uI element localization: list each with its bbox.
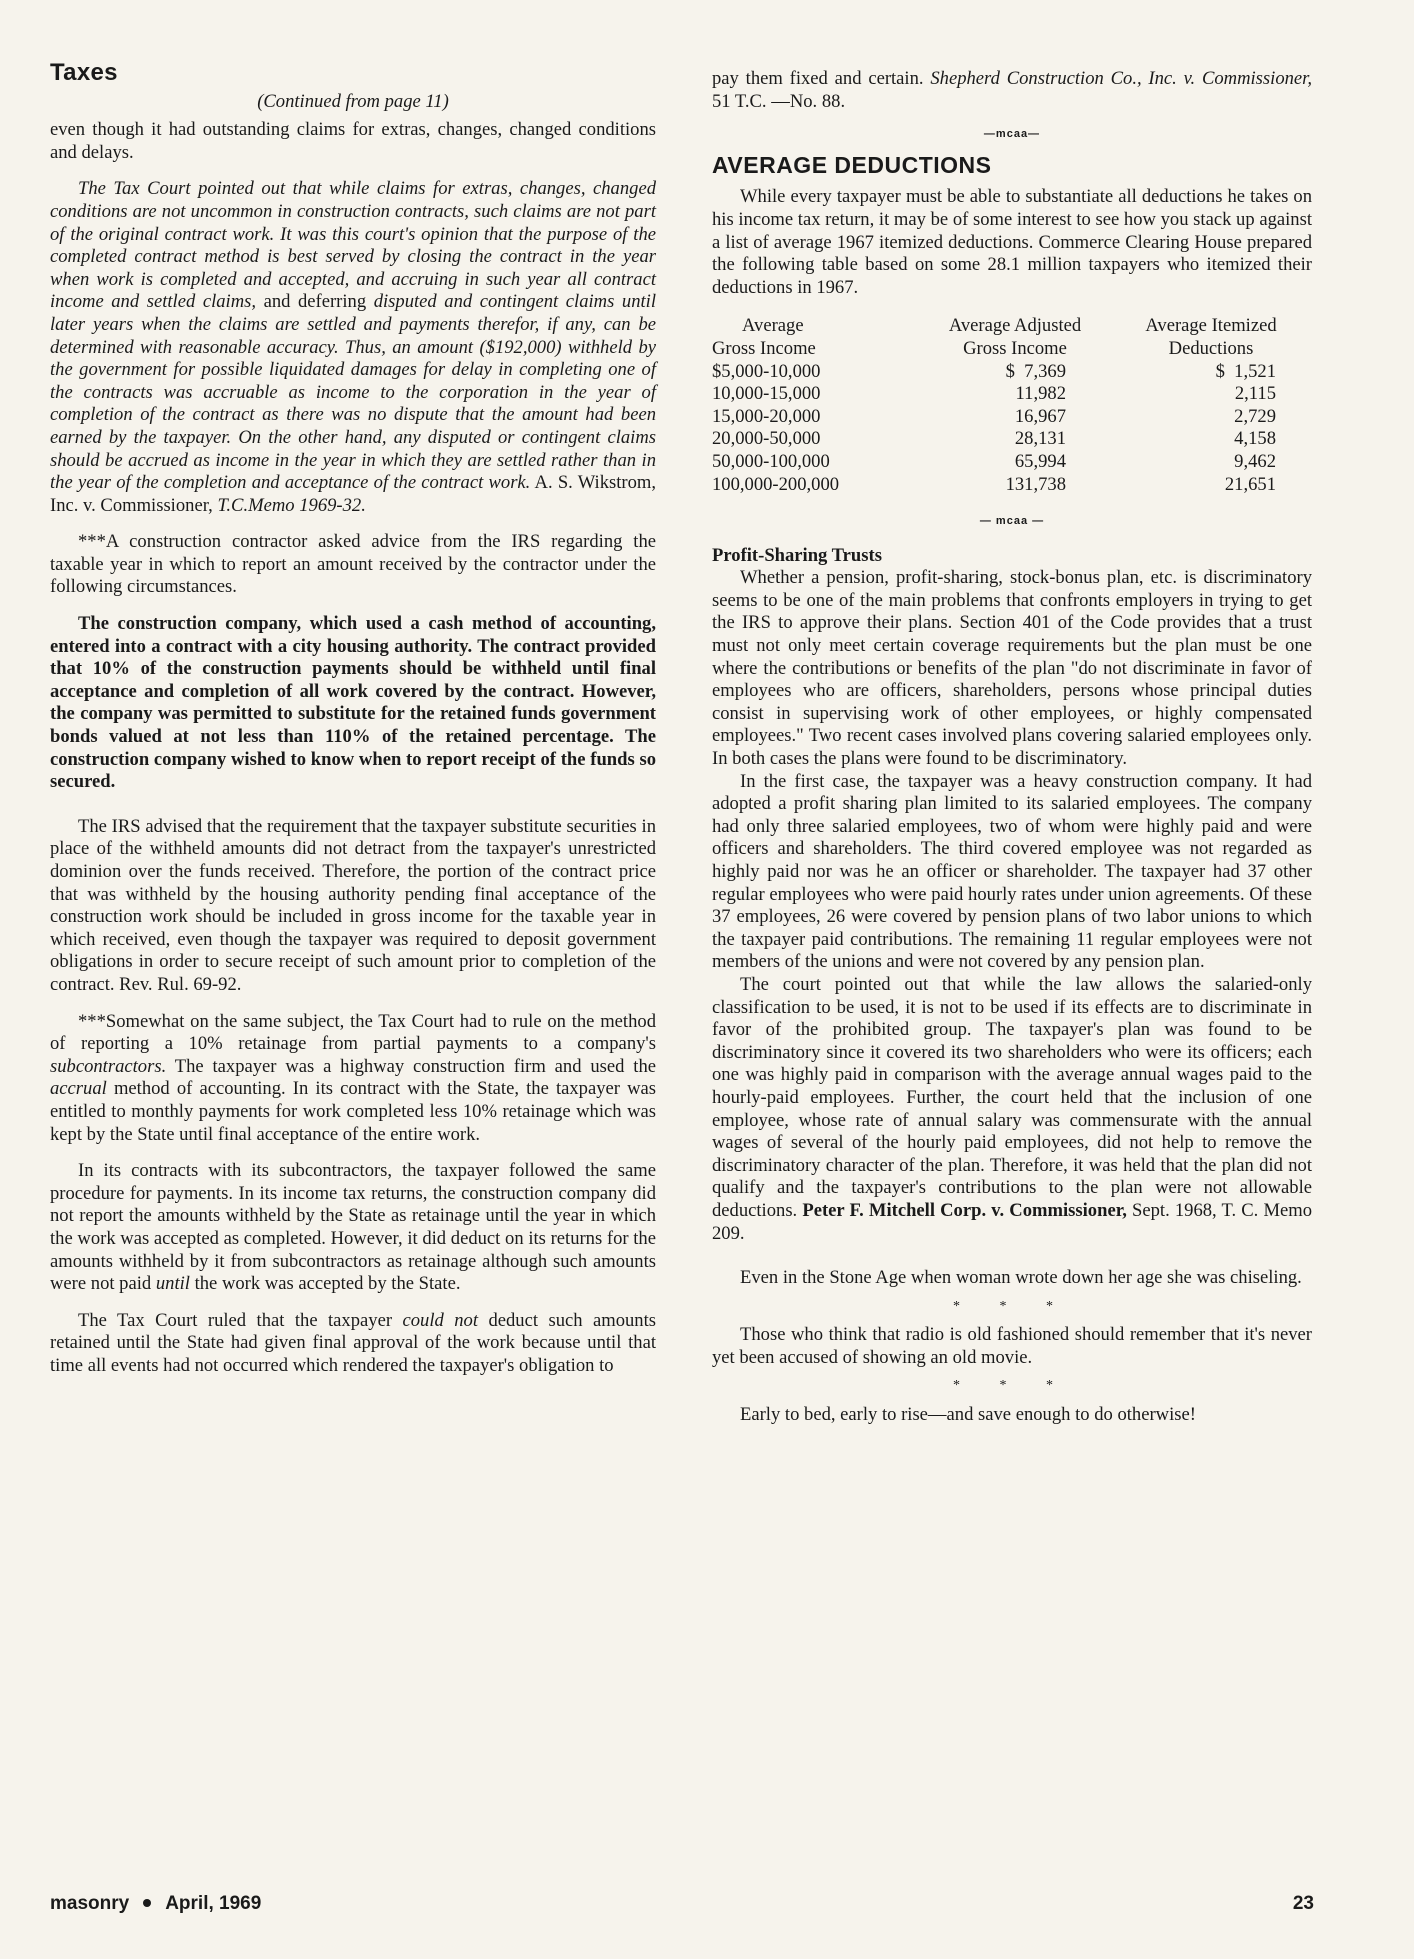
section-divider: —mcaa— <box>983 128 1041 141</box>
separator-stars: * * * <box>953 1378 1071 1394</box>
table-row: $5,000-10,000 $ 7,369 $ 1,521 <box>712 360 1276 382</box>
table-header-row <box>712 315 1312 360</box>
paragraph: While every taxpayer must be able to substantiate all deductions he takes on his income tax return, it may be of some interest to see how you stack up against a list of average 1967 itemized deductions. Commerce Clearing House prepared the following table based on some 28.1 million taxpayers who itemized their deductions in 1967. <box>712 186 1312 298</box>
table-row: 15,000-20,000 16,967 2,729 <box>712 405 1276 427</box>
left-column <box>50 59 657 1377</box>
filler-joke: Even in the Stone Age when woman wrote down her age she was chiseling. <box>740 1267 1302 1289</box>
bold-paragraph: The construction company, which used a cash method of accounting, entered into a contract with a city housing authority. The contract provided that 10% of the construction payments should be withheld until final acceptance and completion of all work covered by the contract. However, the company was permitted to substitute for the retained funds government bonds valued at not less than 110% of the retained percentage. The construction company wished to know when to report receipt of the funds so secured. <box>50 613 656 793</box>
column-header: Average Gross Income <box>712 315 816 359</box>
court-opinion-paragraph: The Tax Court pointed out that while claims for extras, changes, changed conditions are not uncommon in construction contracts, such claims are not part of the original contract work. It was this court's opinion that the purpose of the completed contract method is best served by closing the contract in the year when work is completed and accepted, and accruing in such year all contract income and settled claims, and deferring disputed and contingent claims until later years when the claims are settled and payments therefor, if any, can be determined with reasonable accuracy. Thus, an amount ($192,000) withheld by the government for possible liquidated damages for delay in completing one of the contracts was accruable as income to the corporation in the year of completion of the contract as there was no dispute that the amount had been earned by the taxpayer. On the other hand, any disputed or contingent claims should be accrued as income in the year in which they are settled rather than in the year of the completion and acceptance of the contract work. A. S. Wikstrom, Inc. v. Commissioner, T.C.Memo 1969-32. <box>50 178 656 516</box>
separator-stars: * * * <box>953 1298 1071 1314</box>
footer-magazine-date <box>50 1893 261 1915</box>
filler-joke: Those who think that radio is old fashioned should remember that it's never yet been accused of showing an old movie. <box>712 1324 1312 1368</box>
paragraph: Whether a pension, profit-sharing, stock-bonus plan, etc. is discriminatory seems to be one of the main problems that confronts employers in trying to get the IRS to approve their plans. Section 401 of the Code provides that a trust must not only meet certain coverage requirements but the plan must be one where the contributions or benefits of the plan "do not discriminate in favor of employees who are officers, shareholders, persons whose principal duties consist in supervising work of other employees, or highly compensated employees." Two recent cases involved plans covering salaried employees only. In both cases the plans were found to be discriminatory. <box>712 567 1312 770</box>
column-header: Average Adjusted Gross Income <box>948 315 1082 359</box>
magazine-name: masonry <box>50 1893 130 1914</box>
column-header: Average Itemized Deductions <box>1145 315 1277 359</box>
filler-joke: Early to bed, early to rise—and save enough to do otherwise! <box>740 1404 1196 1426</box>
paragraph: The Tax Court ruled that the taxpayer could not deduct such amounts retained until the State had given final approval of the work because until that time all events had not occurred which rendered the taxpayer's obligation to <box>50 1309 657 1376</box>
paragraph: In its contracts with its subcontractors, the taxpayer followed the same procedure for payments. In its income tax returns, the construction company did not report the amounts withheld by the State as retainage until the year in which the work was accepted as completed. However, it did deduct on its returns for the amounts withheld by it from subcontractors as retainage although such amounts were not paid until the work was accepted by the State. <box>50 1160 656 1295</box>
continued-note: (Continued from page 11) <box>257 90 449 112</box>
paragraph: ***A construction contractor asked advice from the IRS regarding the taxable year in which to report an amount received by the contractor under the following circumstances. <box>50 531 656 598</box>
right-column <box>712 68 1312 1427</box>
paragraph: In the first case, the taxpayer was a heavy construction company. It had adopted a profit sharing plan limited to its salaried employees. The company had only three salaried employees, two of whom were highly paid and were officers and shareholders. The third covered employee was not regarded as highly paid nor was he an officer or shareholder. The taxpayer had 37 other regular employees who were paid hourly rates under union agreements. Of these 37 employees, 26 were covered by pension plans of two labor unions to which the taxpayer paid contributions. The remaining 11 regular employees were not members of the unions and were not covered by any pension plan. <box>712 770 1312 973</box>
section-title: Taxes <box>50 59 118 86</box>
bullet-icon <box>143 1899 151 1907</box>
page-number: 23 <box>1292 1893 1314 1914</box>
deductions-table <box>712 315 1312 496</box>
average-deductions-heading: AVERAGE DEDUCTIONS <box>712 151 992 178</box>
paragraph: The IRS advised that the requirement that the taxpayer substitute securities in place of the withheld amounts did not detract from the taxpayer's unrestricted dominion over the funds received. Therefore, the portion of the contract price that was withheld by the housing authority pending final acceptance of the construction work should be included in gross income for the taxable year in which received, even though the taxpayer was required to deposit government obligations in order to secure receipt of such amount prior to completion of the contract. Rev. Rul. 69-92. <box>50 815 656 995</box>
paragraph: ***Somewhat on the same subject, the Tax Court had to rule on the method of reporting a 10% retainage from partial payments to a company's subcontractors. The taxpayer was a highway construction firm and used the accrual method of accounting. In its contract with the State, the taxpayer was entitled to monthly payments for work completed less 10% retainage which was kept by the State until final acceptance of the entire work. <box>50 1010 656 1145</box>
table-row: 10,000-15,000 11,982 2,115 <box>712 383 1276 405</box>
table-row: 50,000-100,000 65,994 9,462 <box>712 450 1276 472</box>
section-divider: — mcaa — <box>979 515 1045 528</box>
paragraph: The court pointed out that while the law allows the salaried-only classification to be used, it is not to be used if its effects are to discriminate in favor of the prohibited group. The taxpayer's plan was found to be discriminatory since it covered its two shareholders who were its officers; each one was highly paid in comparison with the average annual wages paid to the hourly-paid employees. Further, the court held that the inclusion of one employee, whose rate of annual salary was commensurate with the annual wages of several of the hourly paid employees, did not help to remove the discriminatory character of the plan. Therefore, it was held that the plan did not qualify and the taxpayer's contributions to the plan were not allowable deductions. Peter F. Mitchell Corp. v. Commissioner, Sept. 1968, T. C. Memo 209. <box>712 973 1313 1244</box>
table-row: 20,000-50,000 28,131 4,158 <box>712 428 1276 450</box>
profit-sharing-subheading: Profit-Sharing Trusts <box>712 544 882 566</box>
issue-date: April, 1969 <box>165 1893 262 1914</box>
paragraph: even though it had outstanding claims for extras, changes, changed conditions and delays. <box>50 119 656 163</box>
paragraph: pay them fixed and certain. Shepherd Construction Co., Inc. v. Commissioner, 51 T.C. —No. 88. <box>712 68 1312 112</box>
table-row: 100,000-200,000 131,738 21,651 <box>712 473 1276 495</box>
